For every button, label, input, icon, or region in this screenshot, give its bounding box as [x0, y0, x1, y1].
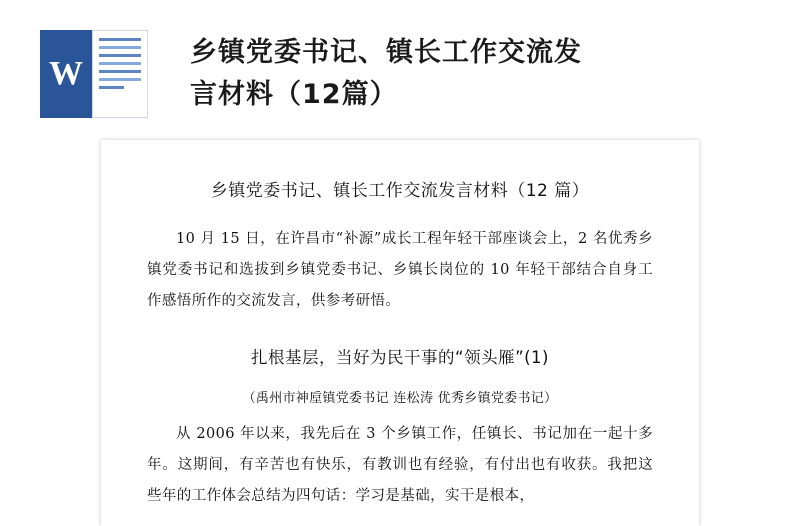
document-content	[101, 140, 699, 512]
document-intro-paragraph: 10 月 15 日，在许昌市“补源”成长工程年轻干部座谈会上，2 名优秀乡镇党委书记和选拔到乡镇党委书记、乡镇长岗位的 10 年轻干部结合自身工作感悟所作的交流发言，供参考研悟。	[147, 231, 653, 309]
sheet-line	[99, 54, 141, 57]
page-title-line-2: 言材料（12篇）	[190, 79, 398, 110]
sheet-line	[99, 78, 141, 81]
word-icon-letter: W	[49, 55, 83, 92]
word-icon-badge	[40, 30, 92, 118]
document-title: 乡镇党委书记、镇长工作交流发言材料（12 篇）	[210, 181, 590, 201]
word-document-icon	[40, 30, 148, 118]
document-section-heading: 扎根基层，当好为民干事的“领头雁”(1)	[251, 348, 549, 367]
document-byline: （禹州市神垕镇党委书记 连松涛 优秀乡镇党委书记）	[242, 391, 558, 406]
document-body-paragraph: 从 2006 年以来，我先后在 3 个乡镇工作，任镇长、书记加在一起十多年。这期间，有辛苦也有快乐，有教训也有经验，有付出也有收获。我把这些年的工作体会总结为四句话：学习是基础，实干是根本，	[147, 426, 653, 504]
page-title	[190, 32, 710, 116]
sheet-line	[99, 70, 141, 73]
document-header	[0, 0, 800, 136]
sheet-line	[99, 62, 141, 65]
sheet-line	[99, 86, 124, 89]
page-title-line-1: 乡镇党委书记、镇长工作交流发	[190, 37, 582, 68]
document-sheet[interactable]	[101, 140, 699, 526]
word-icon-sheet	[92, 30, 148, 118]
sheet-line	[99, 38, 141, 41]
sheet-line	[99, 46, 141, 49]
